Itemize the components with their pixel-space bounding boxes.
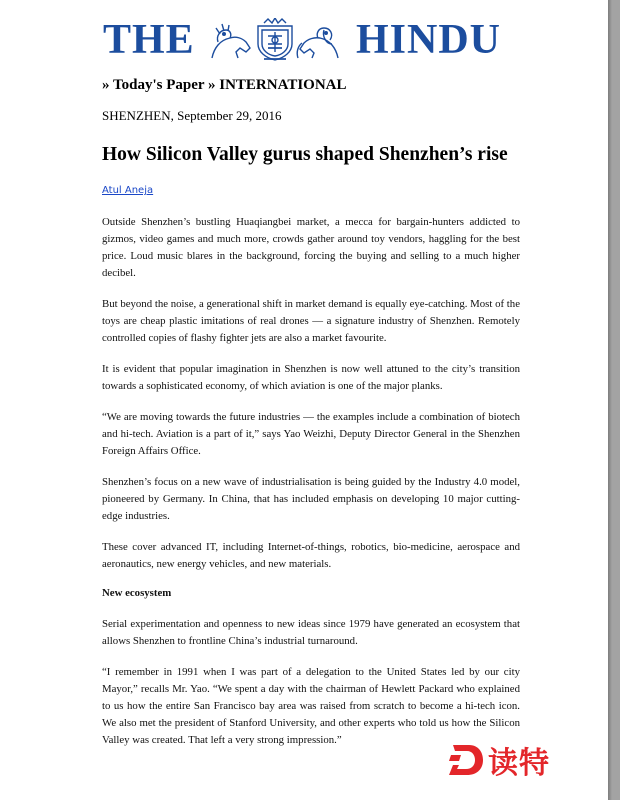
watermark-text: 读特 <box>488 746 550 781</box>
crest-emblem-icon <box>206 18 344 62</box>
masthead <box>103 18 501 62</box>
d-logo-icon <box>447 741 485 779</box>
dateline: SHENZHEN, September 29, 2016 <box>102 108 282 123</box>
article-paragraph: Shenzhen’s focus on a new wave of industrialisation is being guided by the Industry 4.0 model, pioneered by Germany. In China, that has included emphasis on developing 10 major cutting-edge industries. <box>102 476 520 522</box>
watermark-logo <box>447 738 577 782</box>
article-paragraph: Outside Shenzhen’s bustling Huaqiangbei market, a mecca for bargain-hunters addicted to gizmos, video games and much more, crowds gather around toy vendors, haggling for the best price. Loud music blares in the background, forcing the buying and selling to a much higher decibel. <box>102 216 520 279</box>
article-headline: How Silicon Valley gurus shaped Shenzhen’s rise <box>102 144 508 165</box>
article-paragraph: These cover advanced IT, including Internet-of-things, robotics, bio-medicine, aerospace and aeronautics, new energy vehicles, and new materials. <box>102 541 520 570</box>
author-link[interactable]: Atul Aneja <box>102 185 154 196</box>
section-subheading: New ecosystem <box>102 587 172 599</box>
article-paragraph: “We are moving towards the future industries — the examples include a combination of biotech and hi-tech. Aviation is a part of it,” says Yao Weizhi, Deputy Director General in the Shenzhen Foreign Affairs Office. <box>102 411 520 457</box>
article-paragraph: It is evident that popular imagination in Shenzhen is now well attuned to the city’s transition towards a sophisticated economy, of which aviation is one of the major planks. <box>102 363 520 392</box>
masthead-hindu: HINDU <box>355 17 501 63</box>
article-paragraph: But beyond the noise, a generational shift in market demand is equally eye-catching. Most of the toys are cheap plastic imitations of real drones — a signature industry of Shenzhen. Remotely controlled copies of flashy fighter jets are also a market favourite. <box>102 298 520 344</box>
page-edge-shadow <box>608 0 612 800</box>
article-paragraph: “I remember in 1991 when I was part of a delegation to the United States led by our city Mayor,” recalls Mr. Yao. “We spent a day with the chairman of Hewlett Packard who explained to us how the entire San Francisco bay area was raised from scratch to become a hi-tech icon. We also met the president of Stanford University, and other experts who told us how the Silicon Valley was created. That left a very strong impression.” <box>102 666 520 746</box>
breadcrumb[interactable]: » Today's Paper » INTERNATIONAL <box>102 77 347 93</box>
article-paragraph: Serial experimentation and openness to new ideas since 1979 have generated an ecosystem that allows Shenzhen to frontline China’s industrial turnaround. <box>102 618 520 647</box>
masthead-the: THE <box>103 17 195 63</box>
article-body <box>102 214 520 763</box>
